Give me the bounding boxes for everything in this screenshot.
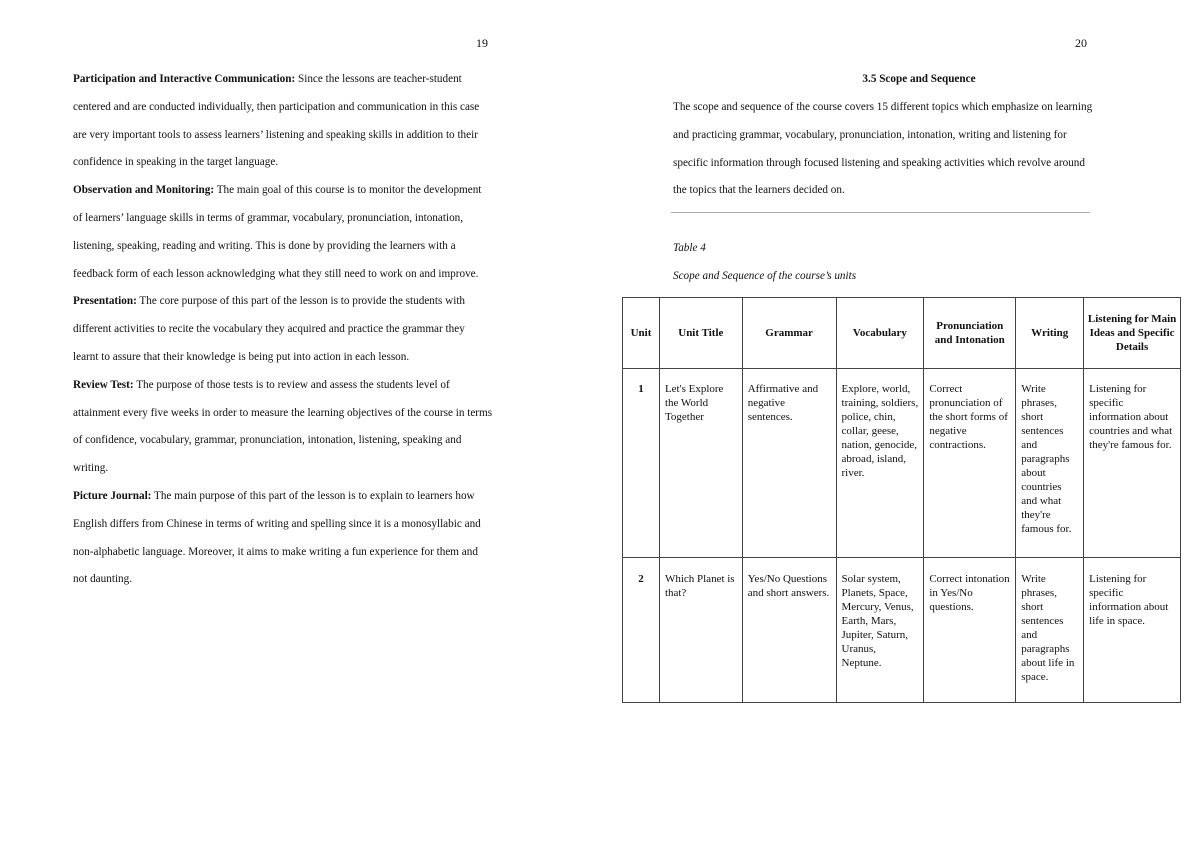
scope-sequence-table <box>622 297 1181 703</box>
paragraph-heading: Presentation: <box>73 295 137 308</box>
cell-writing: Write phrases, short sentences and paragraphs about countries and what they're famous for. <box>1016 369 1084 558</box>
cell-vocabulary: Explore, world, training, soldiers, police, chin, collar, geese, nation, genocide, abroad, island, river. <box>836 369 924 558</box>
cell-unit: 1 <box>623 369 660 558</box>
paragraph-text: The main goal of this course is to monitor the development of learners’ language skills in terms of grammar, vocabulary, pronunciation, intonation, listening, speaking, reading and writing. This is done by providing the learners with a feedback form of each lesson acknowledging what they still need to work on and improve. <box>73 184 482 280</box>
page-number: 20 <box>1075 36 1087 50</box>
paragraph-text: The main purpose of this part of the lesson is to explain to learners how English differs from Chinese in terms of writing and spelling since it is a monosyllabic and non-alphabetic language. Moreover, it aims to make writing a fun experience for them and not daunting. <box>73 489 481 586</box>
header-vocabulary: Vocabulary <box>836 298 924 369</box>
paragraph-text: The core purpose of this part of the lesson is to provide the students with different activities to recite the vocabulary they acquired and practice the grammar they learnt to assure that their knowledge is being put into action in each lesson. <box>73 295 466 363</box>
table-title: Scope and Sequence of the course’s units <box>673 270 857 282</box>
cell-grammar: Affirmative and negative sentences. <box>742 369 836 558</box>
cell-listening: Listening for specific information about life in space. <box>1084 558 1181 703</box>
page-number: 19 <box>476 36 488 50</box>
table-row <box>623 558 1181 703</box>
section-title <box>600 66 1200 94</box>
cell-vocabulary: Solar system, Planets, Space, Mercury, Venus, Earth, Mars, Jupiter, Saturn, Uranus, Neptune. <box>836 558 924 703</box>
paragraph-picture-journal <box>73 483 493 594</box>
paragraph-heading: Participation and Interactive Communication: <box>73 73 296 85</box>
page-20 <box>600 0 1200 849</box>
table-number: Table 4 <box>673 242 706 254</box>
section-title-text: 3.5 Scope and Sequence <box>862 73 976 85</box>
table-header-row <box>623 298 1181 369</box>
cell-unit: 2 <box>623 558 660 703</box>
header-unit: Unit <box>623 298 660 369</box>
paragraph-review-test <box>73 372 493 483</box>
header-pronunciation-intonation: Pronunciation and Intonation <box>924 298 1016 369</box>
header-unit-title: Unit Title <box>659 298 742 369</box>
left-body-text <box>73 66 493 594</box>
cell-writing: Write phrases, short sentences and paragraphs about life in space. <box>1016 558 1084 703</box>
scope-paragraph: The scope and sequence of the course covers 15 different topics which emphasize on learning and practicing grammar, vocabulary, pronunciation, intonation, writing and listening for specific information through focused listening and speaking activities which revolve around the topics that the learners decided on. <box>673 101 1093 197</box>
paragraph-text: Since the lessons are teacher-student centered and are conducted individually, then participation and communication in this case are very important tools to assess learners’ listening and speaking skills in addition to their confidence in speaking in the target language. <box>73 73 480 169</box>
horizontal-rule <box>671 212 1090 213</box>
table-row <box>623 369 1181 558</box>
cell-pronunciation: Correct intonation in Yes/No questions. <box>924 558 1016 703</box>
cell-unit-title: Which Planet is that? <box>659 558 742 703</box>
paragraph-heading: Review Test: <box>73 378 134 391</box>
paragraph-presentation <box>73 288 493 371</box>
paragraph-observation <box>73 177 493 288</box>
header-grammar: Grammar <box>742 298 836 369</box>
cell-pronunciation: Correct pronunciation of the short forms of negative contractions. <box>924 369 1016 558</box>
cell-grammar: Yes/No Questions and short answers. <box>742 558 836 703</box>
paragraph-participation <box>73 66 493 177</box>
paragraph-text: The purpose of those tests is to review and assess the students level of attainment every five weeks in order to measure the learning objectives of the course in terms of confidence, vocabulary, grammar, pronunciation, intonation, listening, speaking and writing. <box>73 378 493 475</box>
paragraph-heading: Observation and Monitoring: <box>73 184 215 197</box>
header-listening: Listening for Main Ideas and Specific Details <box>1084 298 1181 369</box>
header-writing: Writing <box>1016 298 1084 369</box>
cell-listening: Listening for specific information about countries and what they're famous for. <box>1084 369 1181 558</box>
paragraph-heading: Picture Journal: <box>73 489 152 502</box>
cell-unit-title: Let's Explore the World Together <box>659 369 742 558</box>
